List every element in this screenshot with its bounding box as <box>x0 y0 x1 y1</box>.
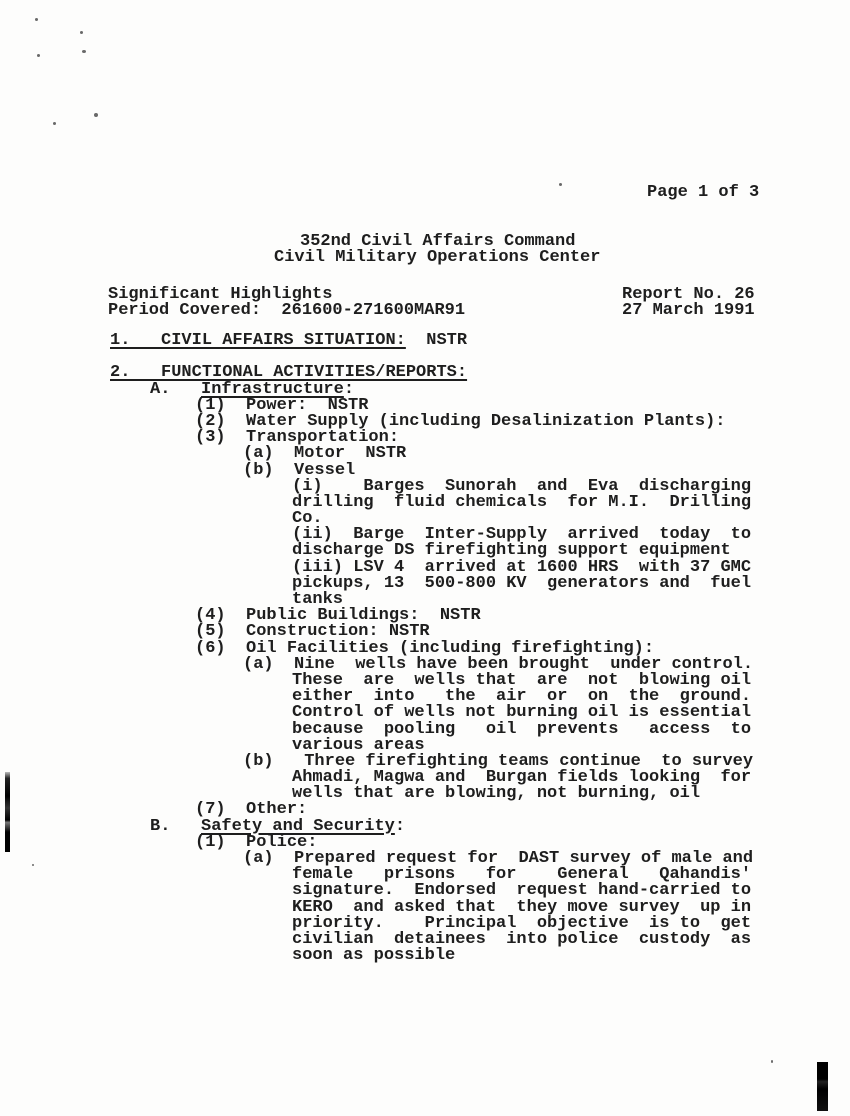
doc-text: (2) Water Supply (including Desalinization Plants): <box>195 411 726 431</box>
scan-speck <box>35 18 38 21</box>
doc-text: pickups, 13 500-800 KV generators and fuel <box>292 573 752 593</box>
document-title-line2: Civil Military Operations Center <box>274 248 601 267</box>
doc-text: KERO and asked that they move survey up in <box>292 897 752 917</box>
doc-text: (b) Vessel <box>243 460 356 480</box>
doc-text: priority. Principal objective is to get <box>292 913 752 933</box>
underlined-heading-text: Infrastructure <box>201 379 344 399</box>
doc-line <box>110 430 810 446</box>
document-title-line1: 352nd Civil Affairs Command <box>300 232 576 251</box>
doc-text: (3) Transportation: <box>195 428 400 448</box>
doc-text: signature. Endorsed request hand-carried to <box>292 881 752 901</box>
doc-text: (ii) Barge Inter-Supply arrived today to <box>292 525 752 545</box>
underlined-heading-text: 1. CIVIL AFFAIRS SITUATION: <box>110 331 406 350</box>
doc-text: A. <box>150 379 202 399</box>
scan-speck <box>53 122 56 125</box>
page-number-label: Page 1 of 3 <box>647 183 760 202</box>
report-date: 27 March 1991 <box>622 301 755 320</box>
doc-text: civilian detainees into police custody as <box>292 929 752 949</box>
doc-text: female prisons for General Qahandis' <box>292 865 752 885</box>
doc-text: Co. <box>292 509 323 529</box>
doc-line <box>110 446 810 462</box>
doc-text: These are wells that are not blowing oil <box>292 670 752 690</box>
doc-text: because pooling oil prevents access to <box>292 719 752 739</box>
doc-text: various areas <box>292 735 425 755</box>
scan-speck <box>559 183 562 186</box>
report-subject: Significant Highlights <box>108 285 333 304</box>
doc-text: B. <box>150 816 202 836</box>
period-covered: Period Covered: 261600-271600MAR91 <box>108 301 466 320</box>
scan-speck <box>80 31 83 34</box>
doc-text: : <box>343 379 355 399</box>
doc-text: drilling fluid chemicals for M.I. Drilling <box>292 492 752 512</box>
report-number: Report No. 26 <box>622 285 755 304</box>
doc-text: (a) Prepared request for DAST survey of male and <box>243 849 754 868</box>
doc-text: Ahmadi, Magwa and Burgan fields looking for <box>292 768 752 788</box>
underlined-heading-text: 2. FUNCTIONAL ACTIVITIES/REPORTS: <box>110 363 468 383</box>
scan-artifact-corner-bar <box>817 1062 828 1111</box>
doc-line <box>110 573 810 593</box>
doc-line <box>110 492 810 512</box>
scan-speck <box>94 113 98 117</box>
doc-text: discharge DS firefighting support equipment <box>292 541 731 561</box>
doc-text: (4) Public Buildings: NSTR <box>195 606 481 626</box>
doc-text: wells that are blowing, not burning, oil <box>292 784 701 804</box>
doc-text: (6) Oil Facilities (including firefighting): <box>195 638 655 658</box>
doc-text: (b) Three firefighting teams continue to survey <box>243 751 754 771</box>
doc-line <box>110 948 810 964</box>
scan-speck <box>37 54 40 57</box>
doc-line <box>110 333 810 349</box>
doc-text: (1) Power: NSTR <box>195 395 369 415</box>
doc-text: soon as possible <box>292 946 456 966</box>
scan-artifact-left-bar <box>5 772 10 852</box>
scan-speck <box>82 50 86 53</box>
doc-text: (1) Police: <box>195 832 318 852</box>
doc-text: tanks <box>292 590 344 609</box>
doc-line <box>110 929 810 949</box>
doc-text: (7) Other: <box>195 800 308 820</box>
doc-text: (iii) LSV 4 arrived at 1600 HRS with 37 GMC <box>292 557 752 577</box>
doc-text: (a) Nine wells have been brought under control. <box>243 654 754 674</box>
doc-text: (5) Construction: NSTR <box>195 622 430 642</box>
scan-speck <box>32 864 34 866</box>
doc-text: Control of wells not burning oil is essential <box>292 703 752 723</box>
doc-text: NSTR <box>405 331 468 350</box>
doc-line <box>110 719 810 739</box>
doc-text: (i) Barges Sunorah and Eva discharging <box>292 476 752 496</box>
doc-text: (a) Motor NSTR <box>243 444 407 464</box>
doc-text: either into the air or on the ground. <box>292 687 752 707</box>
doc-text: : <box>394 816 406 836</box>
underlined-heading-text: Safety and Security <box>201 816 395 836</box>
document-body <box>110 333 810 964</box>
scan-speck <box>771 1060 773 1063</box>
